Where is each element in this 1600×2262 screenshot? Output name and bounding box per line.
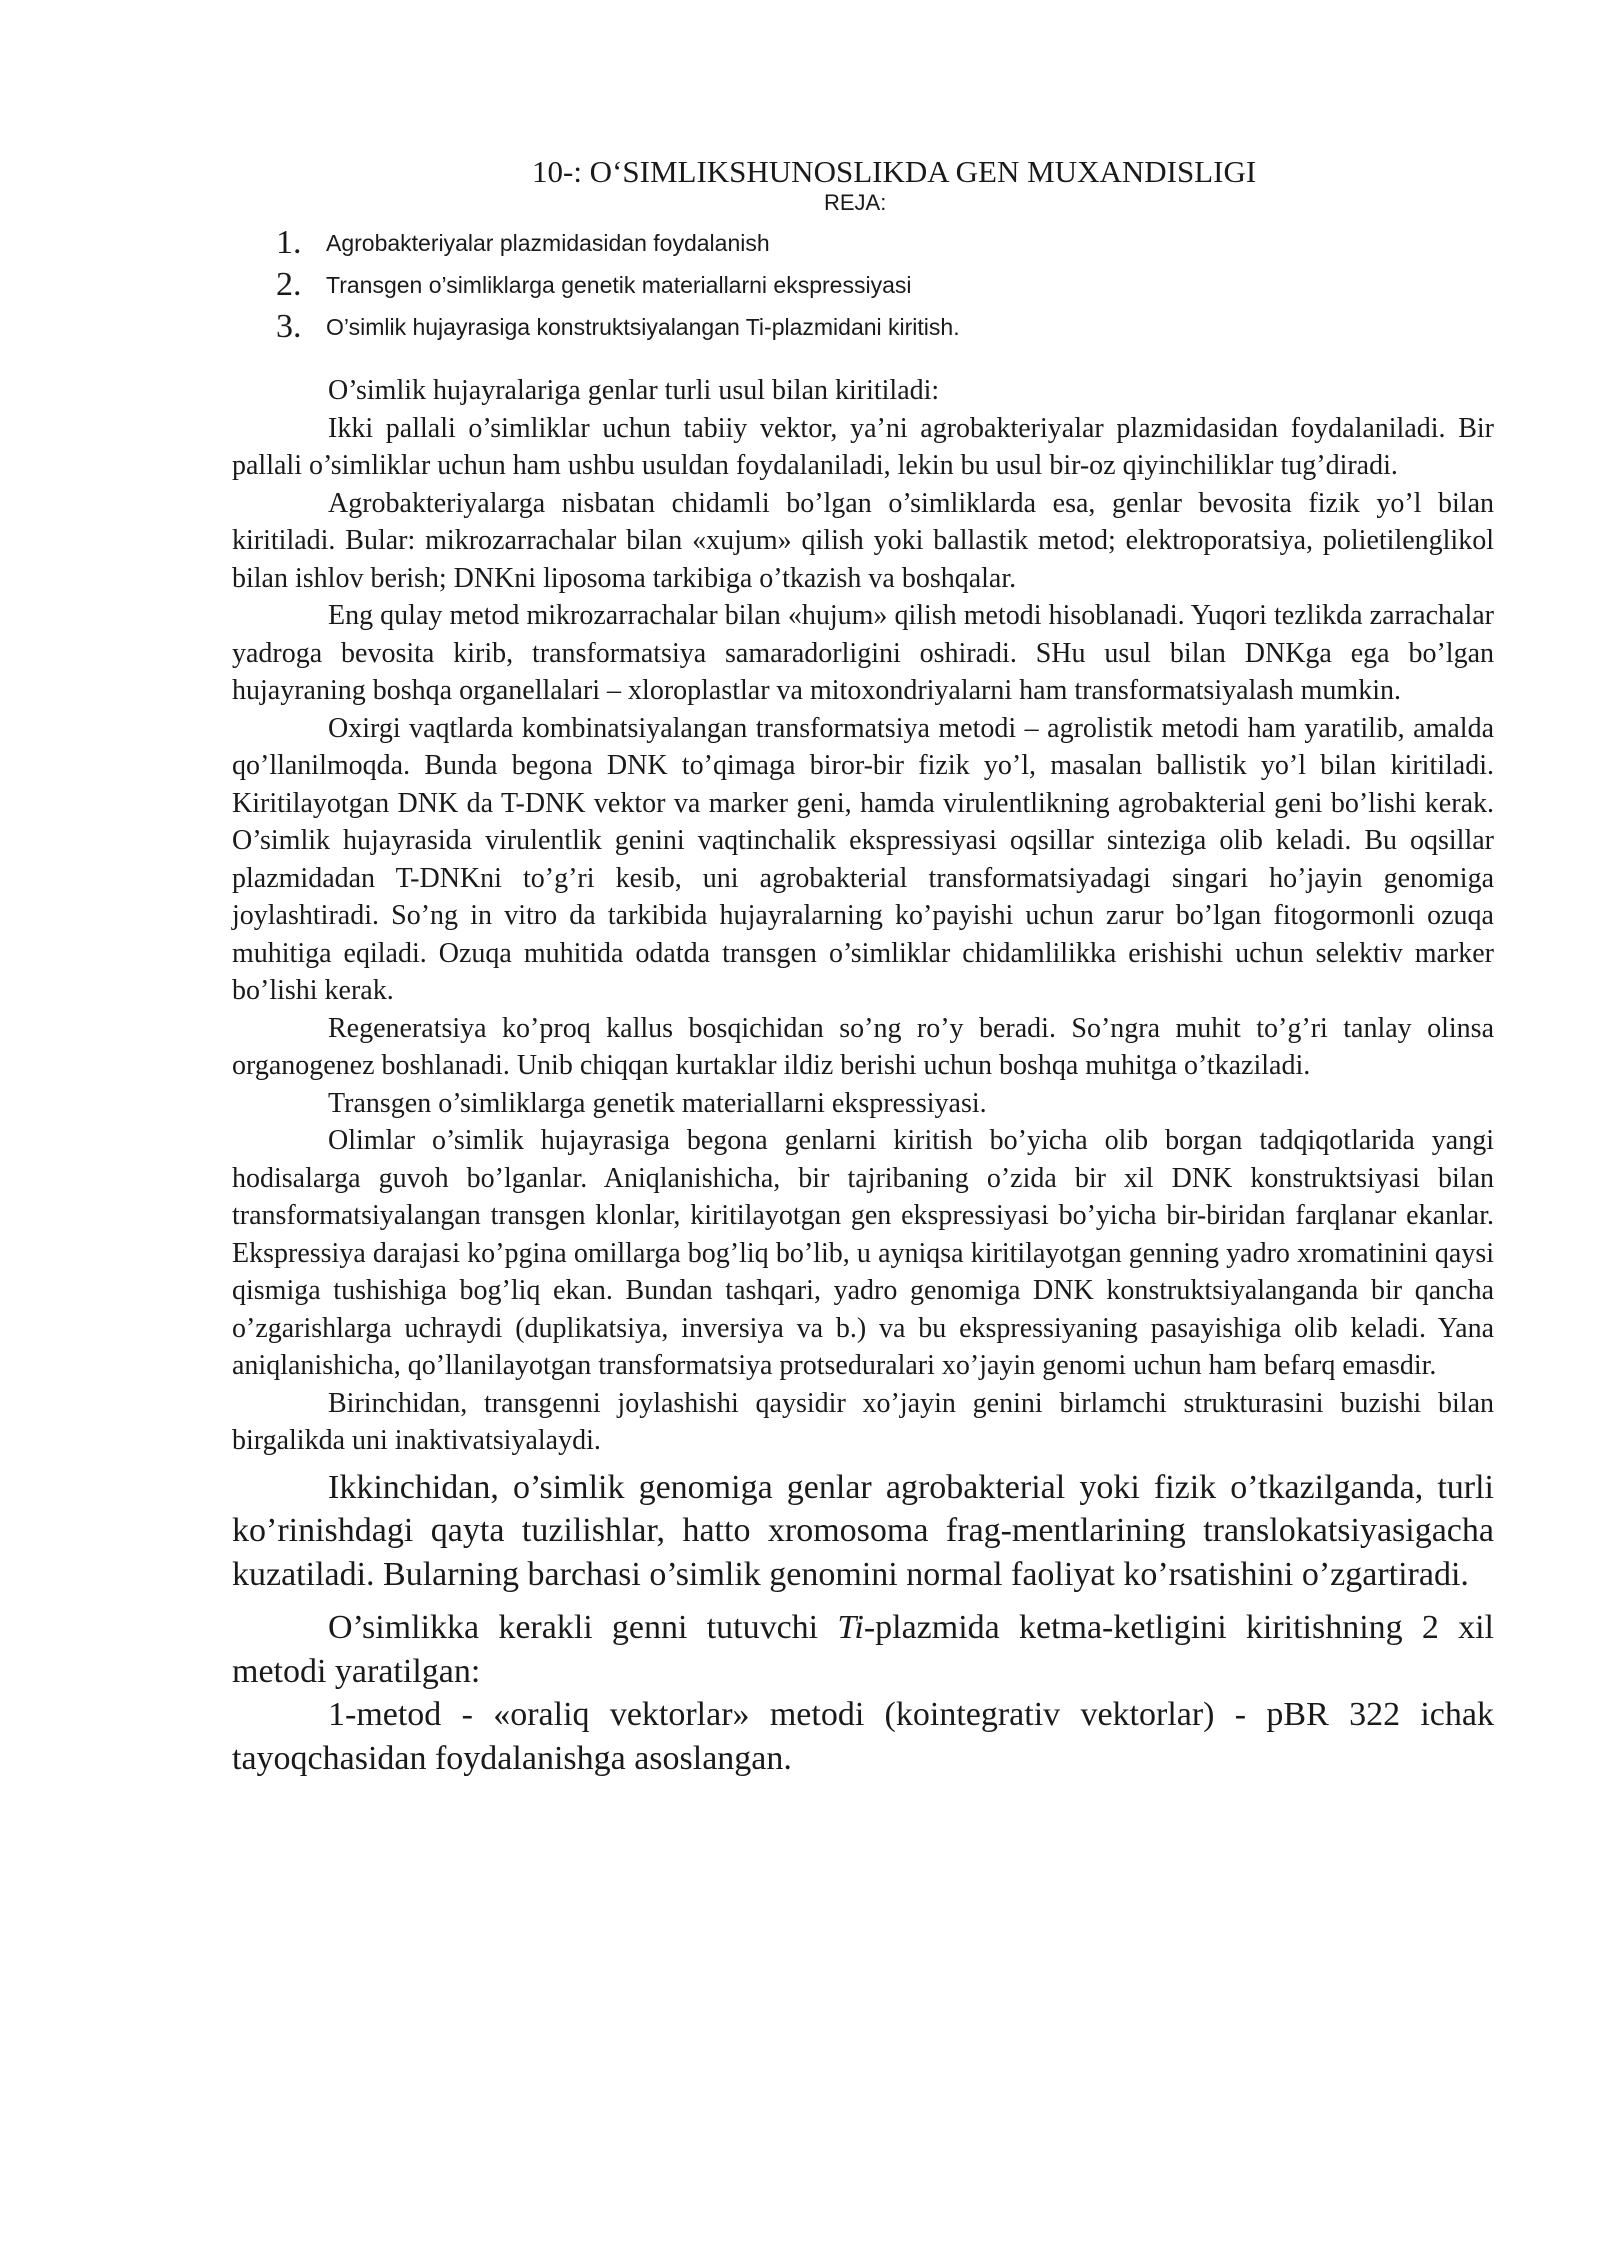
plan-item-text: Transgen o’simliklarga genetik materiallarni ekspressiyasi bbox=[326, 271, 912, 298]
paragraph-large bbox=[232, 1606, 1494, 1693]
paragraph: Birinchidan, transgenni joylashishi qaysidir xo’jayin genini birlamchi strukturasini buzishi bilan birgalikda uni inaktivatsiyalaydi. bbox=[232, 1387, 1494, 1456]
plan-item-text: Agrobakteriyalar plazmidasidan foydalanish bbox=[326, 229, 770, 256]
plan-item bbox=[276, 222, 960, 264]
paragraph: Oxirgi vaqtlarda kombinatsiyalangan transformatsiya metodi – agrolistik metodi ham yaratilib, amalda qo’llanilmoqda. Bunda begona DNK to’qimaga biror-bir fizik yo’l, masalan ballistik yo’l bilan kiritiladi. Kiritilayotgan DNK da T-DNK vektor va marker geni, hamda virulentlikning agrobakterial geni bo’lishi kerak. O’simlik hujayrasida virulentlik genini vaqtinchalik ekspressiyasi oqsillar sinteziga olib keladi. Bu oqsillar plazmidadan T-DNKni to’g’ri kesib, uni agrobakterial transformatsiyadagi singari ho’jayin genomiga joylashtiradi. So’ng in vitro da tarkibida hujayralarning ko’payishi uchun zarur bo’lgan fitogormonli ozuqa muhitiga eqiladi. Ozuqa muhitida odatda transgen o’simliklar chidamlilikka erishishi uchun selektiv marker bo’lishi kerak. bbox=[232, 712, 1494, 1006]
paragraph: Eng qulay metod mikrozarrachalar bilan «hujum» qilish metodi hisoblanadi. Yuqori tezlikda zarrachalar yadroga bevosita kirib, transformatsiya samaradorligini oshiradi. SHu usul bilan DNKga ega bo’lgan hujayraning boshqa organellalari – xloroplastlar va mitoxondriyalarni ham transformatsiyalash mumkin. bbox=[232, 600, 1494, 706]
section-heading: Transgen o’simliklarga genetik materiallarni ekspressiyasi. bbox=[328, 1087, 987, 1119]
document-page bbox=[232, 150, 1494, 2210]
paragraph: Olimlar o’simlik hujayrasiga begona genlarni kiritish bo’yicha olib borgan tadqiqotlarida yangi hodisalarga guvoh bo’lganlar. Aniqlanishicha, bir tajribaning o’zida bir xil DNK konstruktsiyasi bilan transformatsiyalangan transgen klonlar, kiritilayotgan gen ekspressiyasi bo’yicha bir-biridan farqlanar ekanlar. Ekspressiya darajasi ko’pgina omillarga bog’liq bo’lib, u ayniqsa kiritilayotgan genning yadro xromatinini qaysi qismiga tushishiga bog’liq ekan. Bundan tashqari, yadro genomiga DNK konstruktsiyalanganda bir qancha o’zgarishlarga uchraydi (duplikatsiya, inversiya va b.) va bu ekspressiyaning pasayishiga olib keladi. Yana aniqlanishicha, qo’llanilayotgan transformatsiya protseduralari xo’jayin genomi uchun ham befarq emasdir. bbox=[232, 1125, 1494, 1381]
plan-item-number: 1. bbox=[276, 224, 302, 261]
plan-item-number: 2. bbox=[276, 266, 302, 303]
text-run: O’simlikka kerakli genni tutuvchi bbox=[328, 1609, 838, 1646]
paragraph-large: Ikkinchidan, o’simlik genomiga genlar agrobakterial yoki fizik o’tkazilganda, turli ko’rinishdagi qayta tuzilishlar, hatto xromosoma frag-mentlarining translokatsiyasigacha kuzatiladi. Bularning barchasi o’simlik genomini normal faoliyat ko’rsatishini o’zgartiradi. bbox=[232, 1468, 1494, 1593]
plan-item-text: O’simlik hujayrasiga konstruktsiyalangan Ti-plazmidani kiritish. bbox=[326, 313, 960, 340]
plan-item-number: 3. bbox=[276, 308, 302, 345]
page-title: 10-: O‘SIMLIKSHUNOSLIKDA GEN MUXANDISLIGI bbox=[532, 154, 1257, 189]
paragraph: Regeneratsiya ko’proq kallus bosqichidan so’ng ro’y beradi. So’ngra muhit to’g’ri tanlay olinsa organogenez boshlanadi. Unib chiqqan kurtaklar ildiz berishi uchun boshqa muhitga o’tkaziladi. bbox=[232, 1012, 1494, 1081]
plan-item bbox=[276, 264, 960, 306]
text-run: -plazmida ketma-ketligini kiritishning 2 xil metodi yaratilgan: bbox=[232, 1609, 1494, 1690]
paragraph: O’simlik hujayralariga genlar turli usul bilan kiritiladi: bbox=[328, 375, 940, 406]
plan-label: REJA: bbox=[824, 190, 887, 215]
plan-item bbox=[276, 306, 960, 348]
paragraph: Agrobakteriyalarga nisbatan chidamli bo’lgan o’simliklarda esa, genlar bevosita fizik yo’l bilan kiritiladi. Bular: mikrozarrachalar bilan «xujum» qilish yoki ballastik metod; elektroporatsiya, polietilenglikol bilan ishlov berish; DNKni liposoma tarkibiga o’tkazish va boshqalar. bbox=[232, 487, 1494, 594]
italic-term: Ti bbox=[837, 1609, 864, 1646]
paragraph: Ikki pallali o’simliklar uchun tabiiy vektor, ya’ni agrobakteriyalar plazmidasidan foydalaniladi. Bir pallali o’simliklar uchun ham ushbu usuldan foydalaniladi, lekin bu usul bir-oz qiyinchiliklar tug’diradi. bbox=[232, 412, 1494, 481]
body-text bbox=[232, 372, 1494, 1780]
plan-list bbox=[276, 222, 960, 348]
paragraph-large: 1-metod - «oraliq vektorlar» metodi (kointegrativ vektorlar) - pBR 322 ichak tayoqchasidan foydalanishga asoslangan. bbox=[232, 1696, 1494, 1777]
